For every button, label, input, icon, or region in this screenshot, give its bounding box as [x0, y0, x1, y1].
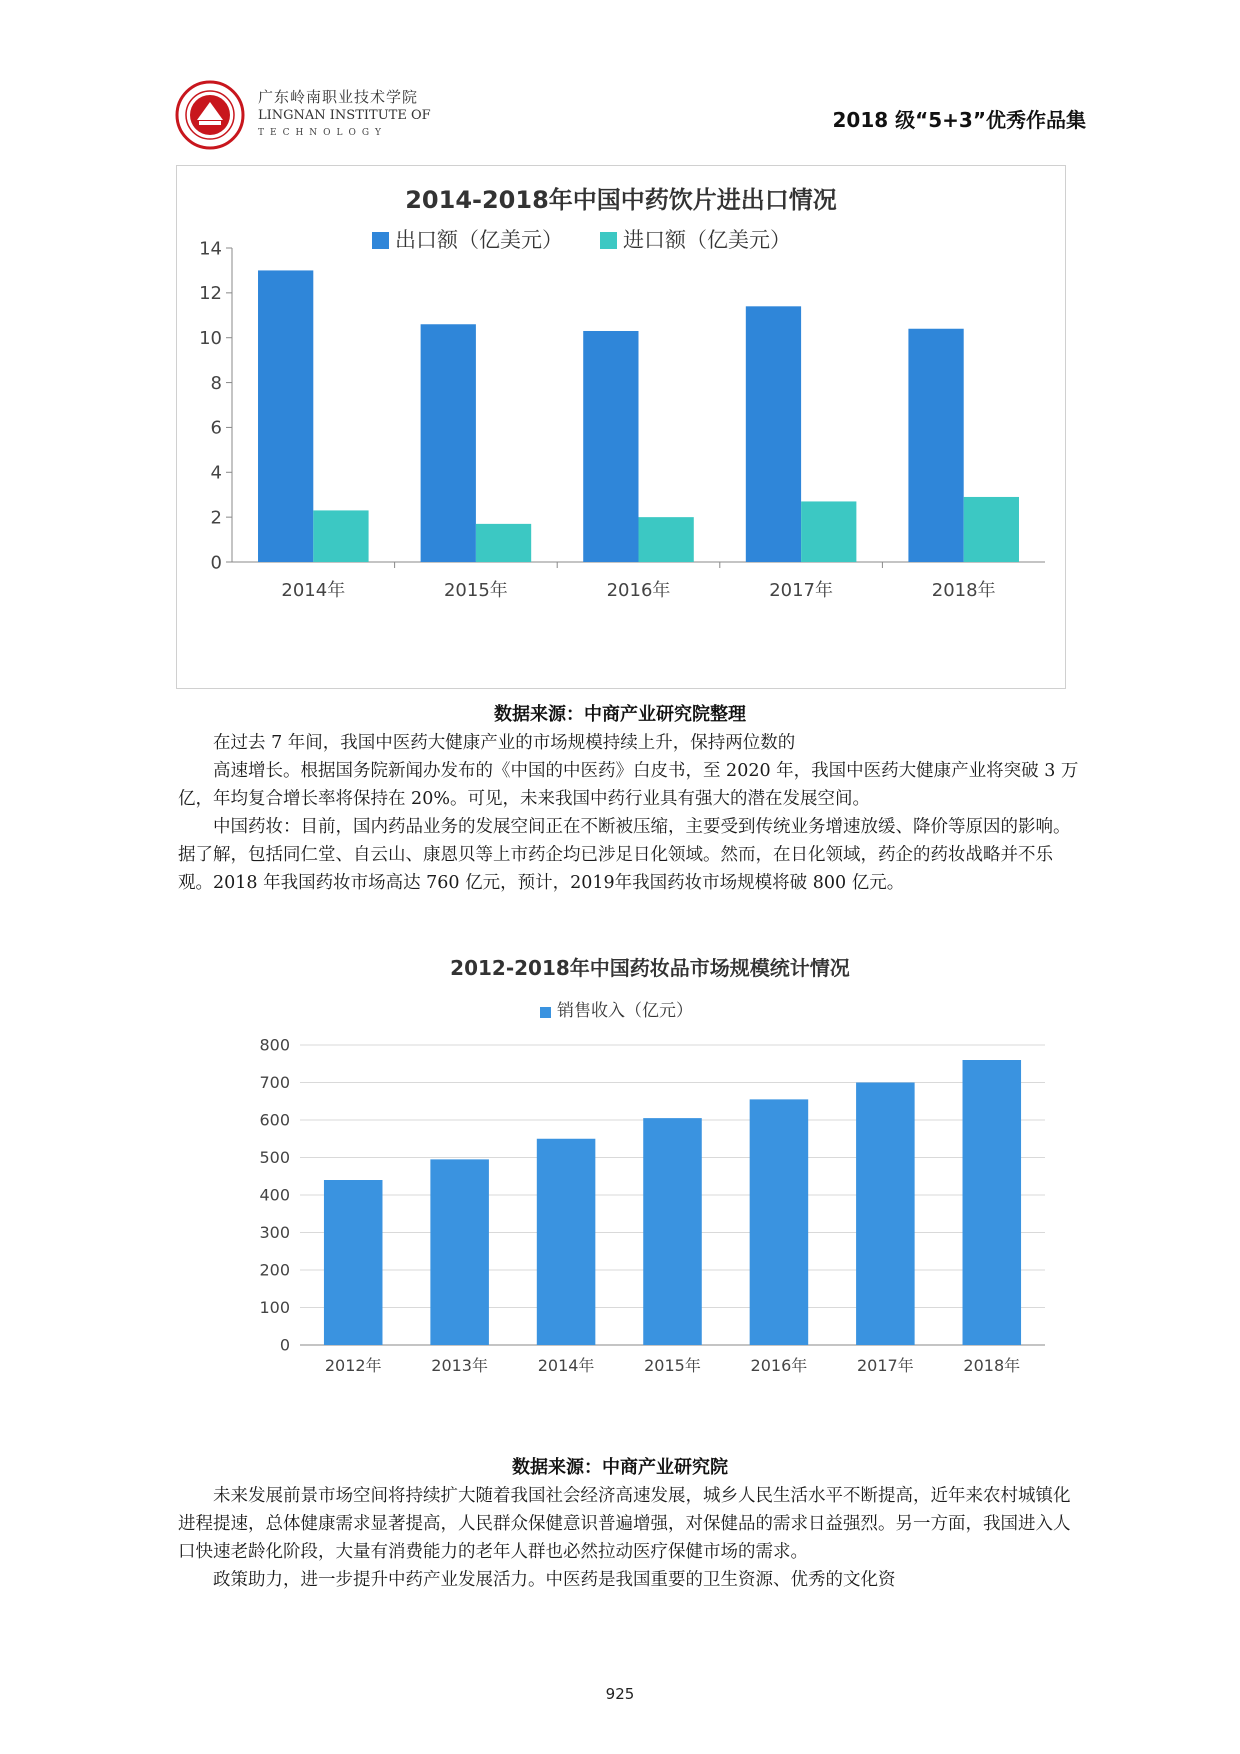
legend-entry: 销售收入（亿元） — [557, 1001, 693, 1021]
body-text-block-2 — [178, 1482, 1083, 1594]
y-tick-label: 600 — [259, 1110, 290, 1130]
y-tick-label: 300 — [259, 1223, 290, 1243]
school-logo-block — [175, 80, 450, 150]
y-tick-label: 12 — [199, 283, 222, 305]
chart-title: 2012-2018年中国药妆品市场规模统计情况 — [450, 956, 850, 980]
chart-import-export — [176, 165, 1066, 689]
chart-title: 2014-2018年中国中药饮片进出口情况 — [405, 186, 837, 214]
legend-entry: 出口额（亿美元） — [395, 228, 563, 252]
x-tick-label: 2013年 — [431, 1356, 489, 1375]
x-tick-label: 2018年 — [931, 580, 996, 601]
x-tick-label: 2012年 — [324, 1356, 382, 1375]
x-tick-label: 2015年 — [443, 580, 508, 601]
x-tick-label: 2014年 — [281, 580, 346, 601]
figure1-caption: 数据来源：中商产业研究院整理 — [494, 704, 746, 725]
bar — [421, 324, 476, 562]
x-tick-label: 2016年 — [606, 580, 671, 601]
y-tick-label: 2 — [210, 507, 222, 529]
y-tick-label: 0 — [210, 552, 222, 574]
bar — [750, 1099, 809, 1345]
bar — [430, 1159, 489, 1345]
bar — [643, 1118, 702, 1345]
x-tick-label: 2014年 — [537, 1356, 595, 1375]
paragraph-3: 未来发展前景市场空间将持续扩大随着我国社会经济高速发展，城乡人民生活水平不断提高，近年来农村城镇化进程提速，总体健康需求显著提高，人民群众保健意识普遍增强，对保健品的需求日益强烈。另一方面，我国进入人口快速老龄化阶段，大量有消费能力的老年人群也必然拉动医疗保健市场的需求。 — [178, 1486, 1071, 1562]
bar — [258, 270, 313, 562]
x-tick-label: 2017年 — [856, 1356, 914, 1375]
bar — [537, 1139, 596, 1345]
x-tick-label: 2016年 — [750, 1356, 808, 1375]
chart-cosmeceutical-market — [240, 945, 1065, 1445]
y-tick-label: 700 — [259, 1073, 290, 1093]
y-tick-label: 6 — [210, 417, 222, 439]
chart-import-export-svg — [177, 166, 1065, 688]
legend-entry: 进口额（亿美元） — [623, 228, 791, 252]
legend-swatch — [600, 232, 617, 249]
y-tick-label: 4 — [210, 462, 222, 484]
legend-swatch — [540, 1007, 551, 1018]
bar — [583, 331, 638, 562]
legend-swatch — [372, 232, 389, 249]
x-tick-label: 2018年 — [963, 1356, 1021, 1375]
x-tick-label: 2015年 — [644, 1356, 701, 1375]
paragraph-1-line-1: 在过去 7 年间，我国中医药大健康产业的市场规模持续上升，保持两位数的 — [213, 733, 796, 753]
y-tick-label: 500 — [259, 1148, 290, 1168]
bar — [856, 1083, 915, 1346]
x-tick-label: 2017年 — [769, 580, 834, 601]
y-tick-label: 0 — [279, 1335, 290, 1355]
bar — [964, 497, 1019, 562]
chart-cosmeceutical-market-svg — [240, 945, 1065, 1445]
paragraph-4: 政策助力，进一步提升中药产业发展活力。中医药是我国重要的卫生资源、优秀的文化资 — [213, 1570, 896, 1590]
collection-title: 2018 级“5+3”优秀作品集 — [832, 108, 1086, 132]
bar — [639, 517, 694, 562]
y-tick-label: 8 — [210, 372, 222, 394]
paragraph-1-rest: 高速增长。根据国务院新闻办发布的《中国的中医药》白皮书，至 2020 年，我国中医药大健康产业将突破 3 万亿，年均复合增长率将保持在 20%。可见，未来我国中药行业具有强大的潜在发展空间。 — [178, 761, 1079, 809]
bar — [963, 1060, 1022, 1345]
figure2-caption: 数据来源：中商产业研究院 — [512, 1457, 728, 1478]
page-number: 925 — [605, 1685, 635, 1703]
school-name-en-2: TECHNOLOGY — [258, 128, 387, 138]
y-tick-label: 14 — [199, 238, 222, 260]
bar — [476, 524, 531, 562]
y-tick-label: 100 — [259, 1298, 290, 1318]
y-tick-label: 400 — [259, 1185, 290, 1205]
body-text-block-1 — [178, 729, 1083, 897]
bar — [746, 306, 801, 562]
paragraph-2: 中国药妆：目前，国内药品业务的发展空间正在不断被压缩，主要受到传统业务增速放缓、降价等原因的影响。据了解，包括同仁堂、自云山、康恩贝等上市药企均已涉足日化领域。然而，在日化领域，药企的药妆战略并不乐观。2018 年我国药妆市场高达 760 亿元，预计，2019年我国药妆市场规模将破 800 亿元。 — [178, 817, 1071, 893]
bar — [313, 510, 368, 562]
y-tick-label: 800 — [259, 1035, 290, 1055]
y-tick-label: 10 — [199, 328, 222, 350]
bar — [324, 1180, 383, 1345]
school-name-en: LINGNAN INSTITUTE OF — [258, 108, 431, 123]
school-seal-icon — [175, 80, 245, 150]
bar — [801, 501, 856, 562]
y-tick-label: 200 — [259, 1260, 290, 1280]
school-name-cn: 广东岭南职业技术学院 — [258, 88, 419, 106]
bar — [908, 329, 963, 562]
